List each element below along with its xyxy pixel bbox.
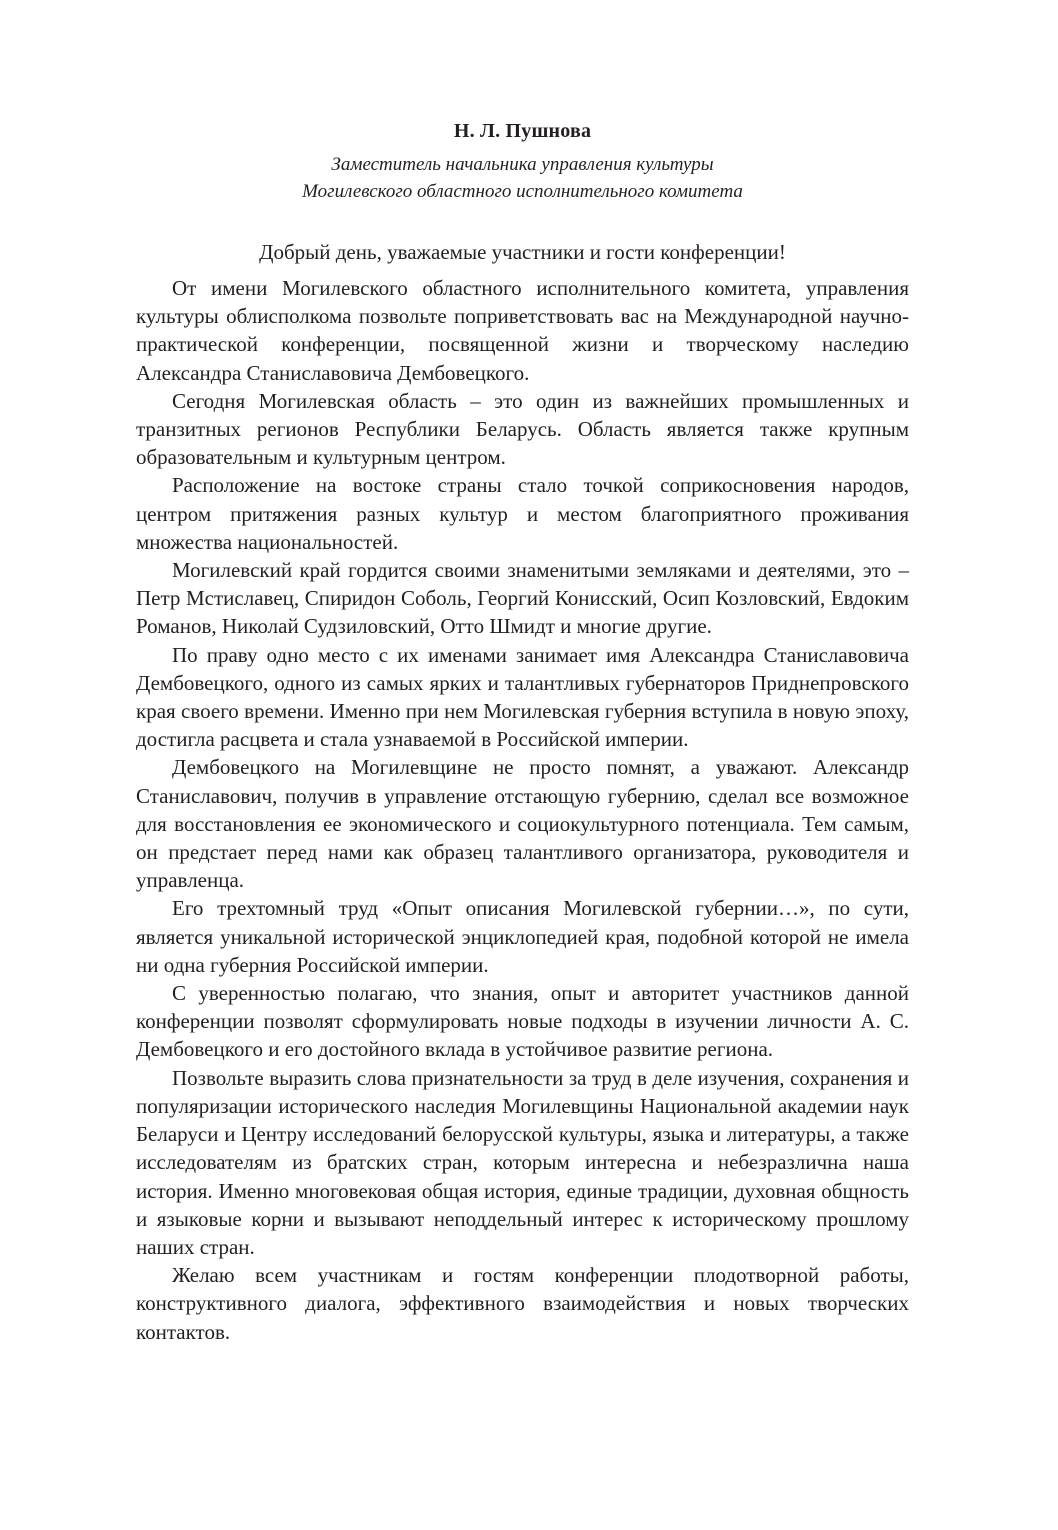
document-page — [136, 117, 909, 1346]
paragraph: Могилевский край гордится своими знаменитыми земляками и деятелями, это – Петр Мстиславец, Спиридон Соболь, Георгий Конисский, Осип Козловский, Евдоким Романов, Николай Судзиловский, Отто Шмидт и многие другие. — [136, 558, 909, 639]
paragraph: Позвольте выразить слова признательности за труд в деле изучения, сохранения и популяризации исторического наследия Могилевщины Национальной академии наук Беларуси и Центру исследований белорусской культуры, языка и литературы, а также исследователям из братских стран, которым интересна и небезразлична наша история. Именно многовековая общая история, единые традиции, духовная общность и языковые корни и вызывают неподдельный интерес к историческому прошлому наших стран. — [136, 1065, 909, 1259]
paragraph: По праву одно место с их именами занимает имя Александра Станиславовича Дембовецкого, одного из самых ярких и талантливых губернаторов Приднепровского края своего времени. Именно при нем Могилевская губерния вступила в новую эпоху, достигла расцвета и стала узнаваемой в Российской империи. — [136, 642, 909, 752]
greeting: Добрый день, уважаемые участники и гости конференции! — [259, 240, 786, 264]
author-name: Н. Л. Пушнова — [453, 120, 592, 142]
paragraph: Сегодня Могилевская область – это один из важнейших промышленных и транзитных регионов Республики Беларусь. Область является также крупным образовательным и культурным центром. — [136, 388, 909, 470]
paragraph: От имени Могилевского областного исполнительного комитета, управления культуры облисполкома позвольте поприветствовать вас на Международной научно-практической конференции, посвященной жизни и творческому наследию Александра Станиславовича Дембовецкого. — [136, 276, 909, 385]
author-position — [136, 151, 909, 205]
paragraph: С уверенностью полагаю, что знания, опыт и авторитет участников данной конференции позволят сформулировать новые подходы в изучении личности А. С. Дембовецкого и его достойного вклада в устойчивое развитие региона. — [136, 981, 909, 1062]
author-position-line-1: Заместитель начальника управления культуры — [331, 154, 714, 175]
author-position-line-2: Могилевского областного исполнительного комитета — [302, 181, 743, 202]
paragraph: Его трехтомный труд «Опыт описания Могилевской губернии…», по сути, является уникальной исторической энциклопедией края, подобной которой не имела ни одна губерния Российской империи. — [136, 896, 909, 977]
paragraph: Дембовецкого на Могилевщине не просто помнят, а уважают. Александр Станиславович, получив в управление отстающую губернию, сделал все возможное для восстановления ее экономического и социокультурного потенциала. Тем самым, он предстает перед нами как образец талантливого организатора, руководителя и управленца. — [136, 755, 909, 893]
body-text — [136, 274, 909, 1346]
paragraph: Желаю всем участникам и гостям конференции плодотворной работы, конструктивного диалога, эффективного взаимодействия и новых творческих контактов. — [136, 1263, 909, 1344]
paragraph: Расположение на востоке страны стало точкой соприкосновения народов, центром притяжения разных культур и местом благоприятного проживания множества национальностей. — [136, 473, 909, 554]
